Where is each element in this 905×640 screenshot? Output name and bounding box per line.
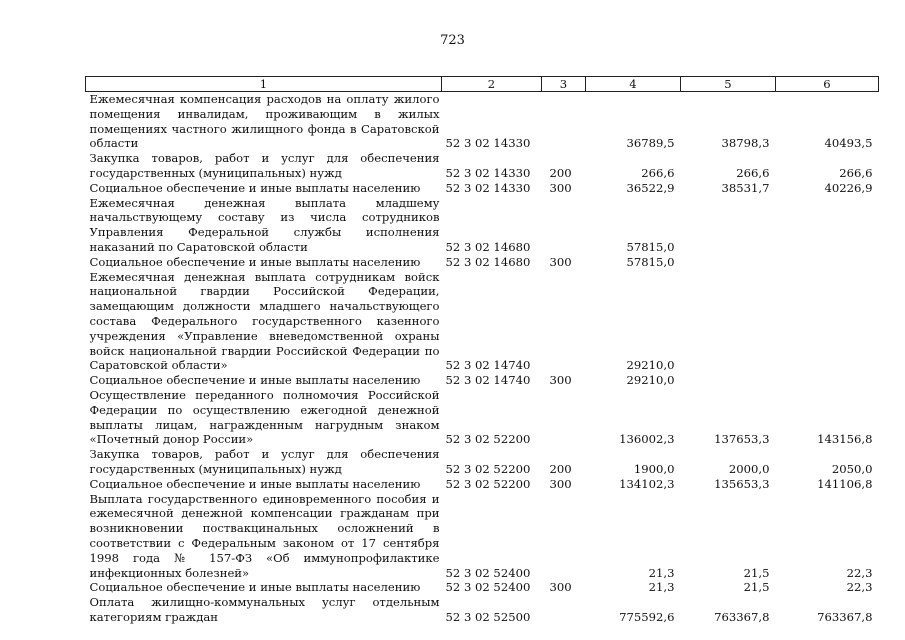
row-amount-3: 22,3 [846,565,873,580]
row-amount-3: 40493,5 [824,136,873,151]
row-amount-3: 141106,8 [817,476,873,491]
row-name: Ежемесячная денежная выплата младшему начальствующему составу из числа сотрудников Управления Федеральной службы исполнения наказаний по Саратовской области [89,195,440,254]
row-amount-2 [681,255,776,270]
row-amount-3: 763367,8 [817,609,873,624]
table-header [86,77,879,92]
row-name: Осуществление переданного полномочия Российской Федерации по осуществлению ежегодной денежной выплаты лицам, награжденным нагрудным знаком «Почетный донор России» [89,387,440,447]
row-expense-type [542,595,586,625]
row-name: Социальное обеспечение и иные выплаты населению [89,476,421,491]
row-name: Закупка товаров, работ и услуг для обеспечения государственных (муниципальных) нужд [89,447,440,476]
row-code: 52 3 02 14740 [445,373,531,388]
table-row [86,447,879,477]
row-amount-3 [776,270,879,374]
row-amount-1: 36522,9 [626,180,675,195]
row-name: Социальное обеспечение и иные выплаты населению [89,254,421,269]
row-code: 52 3 02 14680 [445,239,531,254]
row-code: 52 3 02 52500 [445,609,531,624]
row-code: 52 3 02 52400 [445,565,531,580]
row-expense-type [542,388,586,447]
row-amount-3: 40226,9 [824,180,873,195]
row-amount-1: 29210,0 [626,373,675,388]
row-amount-3: 2050,0 [831,461,873,476]
row-amount-1: 57815,0 [626,254,675,269]
row-amount-2: 21,5 [743,565,770,580]
row-amount-3 [776,255,879,270]
column-header-amount-2: 5 [681,77,776,92]
row-expense-type: 300 [549,180,572,195]
row-amount-1: 136002,3 [619,432,675,447]
column-header-expense-type: 3 [542,77,586,92]
row-amount-1: 775592,6 [619,609,675,624]
row-name: Социальное обеспечение и иные выплаты населению [89,580,421,595]
row-amount-1: 1900,0 [633,461,675,476]
row-amount-2: 21,5 [743,580,770,595]
row-expense-type [542,270,586,374]
column-header-code: 2 [442,77,542,92]
table-row [86,270,879,374]
row-code: 52 3 02 52400 [445,580,531,595]
row-amount-1: 266,6 [641,165,675,180]
column-header-amount-3: 6 [776,77,879,92]
row-code: 52 3 02 14680 [445,254,531,269]
row-amount-2 [681,196,776,255]
budget-table [85,76,879,625]
table-row [86,580,879,595]
row-amount-3 [776,373,879,388]
row-code: 52 3 02 52200 [445,432,531,447]
row-expense-type: 200 [549,461,572,476]
row-expense-type [542,196,586,255]
row-expense-type: 300 [549,254,572,269]
table-row [86,92,879,152]
table-row [86,477,879,492]
row-name: Закупка товаров, работ и услуг для обеспечения государственных (муниципальных) нужд [89,151,440,180]
table-body [86,92,879,625]
row-amount-1: 21,3 [648,565,675,580]
table-row [86,181,879,196]
row-name: Выплата государственного единовременного пособия и ежемесячной денежной компенсации гражданам при возникновении поствакцинальных осложнений в соответствии с Федеральным законом от 17 сентября 1998 года № 157-ФЗ «Об иммунопрофилактике инфекционных болезней» [89,491,440,580]
table-row [86,492,879,581]
table-row [86,388,879,447]
row-code: 52 3 02 52200 [445,461,531,476]
row-code: 52 3 02 14330 [445,180,531,195]
row-expense-type [542,92,586,152]
row-code: 52 3 02 52200 [445,476,531,491]
row-amount-3: 266,6 [839,165,873,180]
row-name: Оплата жилищно-коммунальных услуг отдельным категориям граждан [89,595,440,624]
row-amount-3: 143156,8 [817,432,873,447]
row-amount-1: 57815,0 [626,239,675,254]
row-amount-2: 266,6 [736,165,770,180]
table-row [86,255,879,270]
row-expense-type [542,492,586,581]
row-expense-type: 300 [549,373,572,388]
row-amount-2 [681,373,776,388]
row-amount-2: 763367,8 [714,609,770,624]
row-amount-2: 137653,3 [714,432,770,447]
row-amount-3 [776,196,879,255]
row-code: 52 3 02 14330 [445,165,531,180]
column-header-name: 1 [86,77,442,92]
row-amount-2: 135653,3 [714,476,770,491]
row-amount-2: 2000,0 [728,461,770,476]
column-header-amount-1: 4 [586,77,681,92]
page-number: 723 [440,33,465,48]
row-code: 52 3 02 14330 [445,136,531,151]
row-amount-1: 134102,3 [619,476,675,491]
table-row [86,595,879,625]
row-name: Ежемесячная компенсация расходов на оплату жилого помещения инвалидам, проживающим в жилых помещениях частного жилищного фонда в Саратовской области [89,92,440,151]
row-amount-2: 38798,3 [721,136,770,151]
table-row [86,196,879,255]
row-code: 52 3 02 14740 [445,358,531,373]
row-amount-2 [681,270,776,374]
table-row [86,373,879,388]
row-amount-2: 38531,7 [721,180,770,195]
row-name: Социальное обеспечение и иные выплаты населению [89,180,421,195]
row-name: Ежемесячная денежная выплата сотрудникам войск национальной гвардии Российской Федерации, замещающим должности младшего начальствующего состава Федерального государственного казенного учреждения «Управление вневедомственной охраны войск национальной гвардии Российской Федерации по Саратовской области» [89,269,440,373]
row-amount-1: 21,3 [648,580,675,595]
row-expense-type: 300 [549,476,572,491]
row-amount-3: 22,3 [846,580,873,595]
row-expense-type: 300 [549,580,572,595]
table-row [86,151,879,181]
row-amount-1: 29210,0 [626,358,675,373]
row-amount-1: 36789,5 [626,136,675,151]
row-name: Социальное обеспечение и иные выплаты населению [89,373,421,388]
row-expense-type: 200 [549,165,572,180]
